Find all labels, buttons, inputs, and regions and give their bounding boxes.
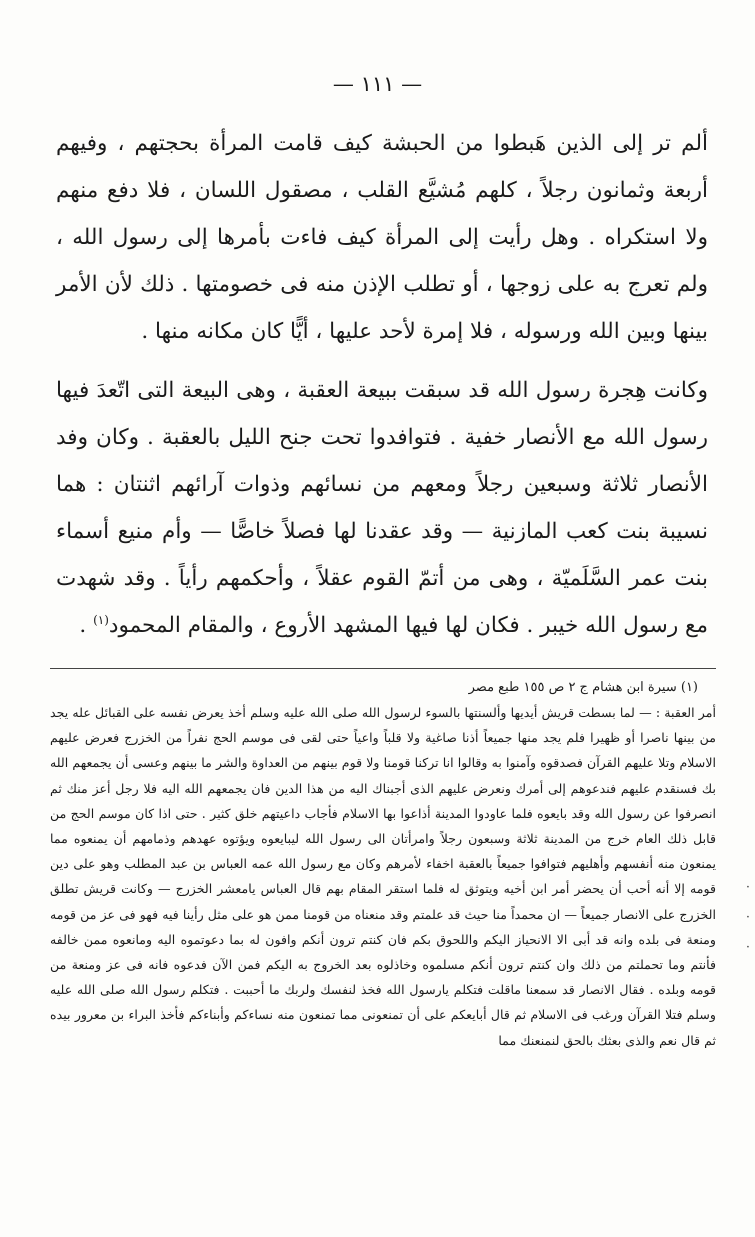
margin-dot: · (745, 940, 750, 955)
footnote-body: أمر العقبة : — لما بسطت قريش أيديها وألسنتها بالسوء لرسول الله صلى الله عليه وسلم أخذ يعرض نفسه على القبائل عله يجد من بينها ناصرا أو ظهيرا فلم يجد منها جميعاً أذنا صاغية ولا قلباً واعياً حتى لقى فى موسم الحج نفراً من الخزرج فعرض عليهم الاسلام وتلا عليهم القرآن فصدقوه وآمنوا به وقالوا انا تركنا قومنا ولا قوم بينهم من العداوة والشر ما بينهم وعسى أن يجمعهم الله بك فسنقدم عليهم فندعوهم إلى أمرك ونعرض عليهم الذى أجبناك اليه من هذا الدين فان يجمعهم الله اليه فلا رجل أعز منك ثم انصرفوا عن رسول الله وقد بايعوه فلما عاودوا المدينة أذاعوا بها الاسلام فأجاب داعيتهم خلق كثير . حتى اذا كان موسم الحج من قابل ذلك العام خرج من المدينة ثلاثة وسبعون رجلاً وامرأتان الى رسول الله ليبايعوه ويؤتوه عهدهم وذمامهم أن يمنعوه مما يمنعون منه أنفسهم وأهليهم فتوافوا جميعاً بالعقبة اخفاء لأمرهم وكان مع رسول الله عمه العباس بن عبد المطلب وهو على دين قومه إلا أنه أحب أن يحضر أمر ابن أخيه ويتوثق له فلما استقر المقام بهم قال العباس يامعشر الخزرج — وكانت قريش تطلق الخزرج على الانصار جميعاً — ان محمداً منا حيث قد علمتم وقد منعناه من قومنا ممن هو على مثل رأينا فيه فهو فى عز من قومه ومنعة فى بلده وانه قد أبى الا الانحياز اليكم واللحوق بكم فان كنتم ترون أنكم وافون له بما دعوتموه اليه ومانعوه ممن خالفه فأنتم وما تحملتم من ذلك وان كنتم ترون أنكم مسلموه وخاذلوه بعد الخروج به اليكم فمن الآن فدعوه فانه فى عز ومنعة من قومه وبلده . فقال الانصار قد سمعنا ماقلت فتكلم يارسول الله فخذ لنفسك ولربك ما أحببت . فتكلم رسول الله صلى الله عليه وسلم فتلا القرآن ورغب فى الاسلام ثم قال أبايعكم على أن تمنعونى مما تمنعون منه نساءكم وأبناءكم فأخذ البراء بن معرور بيده ثم قال نعم والذى بعثك بالحق لنمنعنك مما (50, 705, 716, 1048)
page-number: — ١١١ — (332, 72, 423, 96)
footnote-reference: (١) سيرة ابن هشام ج ٢ ص ١٥٥ طبع مصر (468, 680, 698, 695)
margin-dot: · (745, 910, 750, 925)
paragraph: ألم تر إلى الذين هَبطوا من الحبشة كيف قامت المرأة بحجتهم ، وفيهم أربعة وثمانون رجلاً ، كلهم مُشيَّع القلب ، مصقول اللسان ، فلا دفع منهم ولا استكراه . وهل رأيت إلى المرأة كيف فاءت بأمرها إلى رسول الله ، ولم تعرج به على زوجها ، أو تطلب الإذن منه فى خصومتها . ذلك لأن الأمر بينها وبين الله ورسوله ، فلا إمرة لأحد عليها ، أيًّا كان مكانه منها . (56, 131, 708, 344)
footnote-divider (50, 668, 716, 669)
footnote-marker: (١) (93, 612, 109, 627)
footnotes (50, 678, 716, 1053)
paragraph-with-footnote: وكانت هِجرة رسول الله قد سبقت ببيعة العقبة ، وهى البيعة التى اتّعدَ فيها رسول الله مع الأنصار خفية . فتوافدوا تحت جنح الليل بالعقبة . وكان وفد الأنصار ثلاثة وسبعين رجلاً ومعهم من نسائهم وذوات آرائهم اثنتان : هما نسيبة بنت كعب المازنية — وقد عقدنا لها فصلاً خاصًّا — وأم منيع أسماء بنت عمر السَّلَميّة ، وهى من أتمّ القوم عقلاً ، وأحكمهم رأياً . وقد شهدت مع رسول الله خيبر . فكان لها فيها المشهد الأروع ، والمقام المحمود$^{(١)}$ . (56, 378, 708, 638)
margin-dot: · (745, 880, 750, 895)
paragraph: وكانت هِجرة رسول الله قد سبقت ببيعة العقبة ، وهى البيعة التى اتّعدَ فيها رسول الله مع الأنصار خفية . فتوافدوا تحت جنح الليل بالعقبة . وكان وفد الأنصار ثلاثة وسبعين رجلاً ومعهم من نسائهم وذوات آرائهم اثنتان : هما نسيبة بنت كعب المازنية — وقد عقدنا لها فصلاً خاصًّا — وأم منيع أسماء بنت عمر السَّلَميّة ، وهى من أتمّ القوم عقلاً ، وأحكمهم رأياً . وقد شهدت مع رسول الله خيبر . فكان لها فيها المشهد الأروع ، والمقام المحمود (56, 378, 708, 638)
main-text (56, 120, 708, 649)
margin-marks (726, 880, 750, 970)
